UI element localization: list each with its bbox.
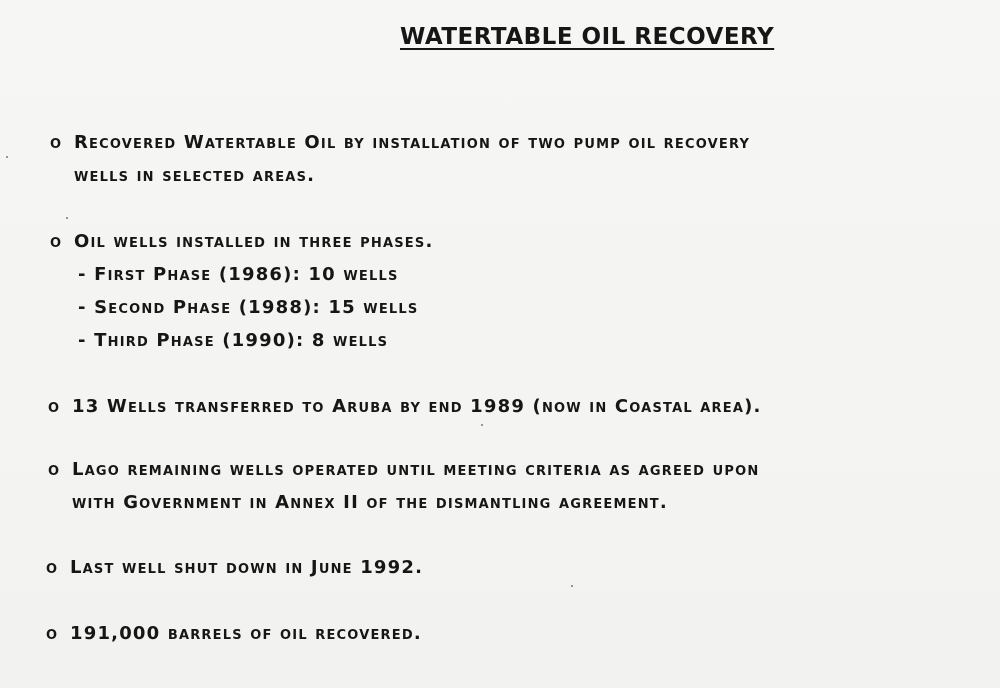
bullet-marker: o [46,623,59,644]
bullet-text: 191,000 barrels of oil recovered. [70,623,422,644]
bullet-text: Oil wells installed in three phases. [74,231,434,252]
bullet-marker: o [46,557,59,578]
scan-speck [66,217,68,219]
bullet-text: Last well shut down in June 1992. [70,557,424,578]
bullet-item-5 [46,557,423,578]
bullet-item-2 [50,231,434,252]
bullet-item-4 [48,459,759,480]
sub-item-second-phase: - Second Phase (1988): 15 wells [78,297,419,318]
bullet-item-1-continuation: wells in selected areas. [74,165,316,186]
bullet-item-1 [50,132,750,153]
scan-speck [571,585,573,587]
page-title: WATERTABLE OIL RECOVERY [400,24,775,50]
bullet-marker: o [48,459,61,480]
bullet-text: 13 Wells transferred to Aruba by end 1989 (now in Coastal area). [72,396,762,417]
bullet-item-3 [48,396,762,417]
bullet-marker: o [50,231,63,252]
bullet-item-6 [46,623,422,644]
scan-speck [481,424,483,426]
bullet-text: Recovered Watertable Oil by installation of two pump oil recovery [74,132,751,153]
bullet-item-4-continuation: with Government in Annex II of the dismantling agreement. [72,492,668,513]
scan-speck [6,156,8,158]
bullet-text: Lago remaining wells operated until meeting criteria as agreed upon [72,459,760,480]
bullet-marker: o [50,132,63,153]
sub-item-third-phase: - Third Phase (1990): 8 wells [78,330,389,351]
sub-item-first-phase: - First Phase (1986): 10 wells [78,264,399,285]
bullet-marker: o [48,396,61,417]
